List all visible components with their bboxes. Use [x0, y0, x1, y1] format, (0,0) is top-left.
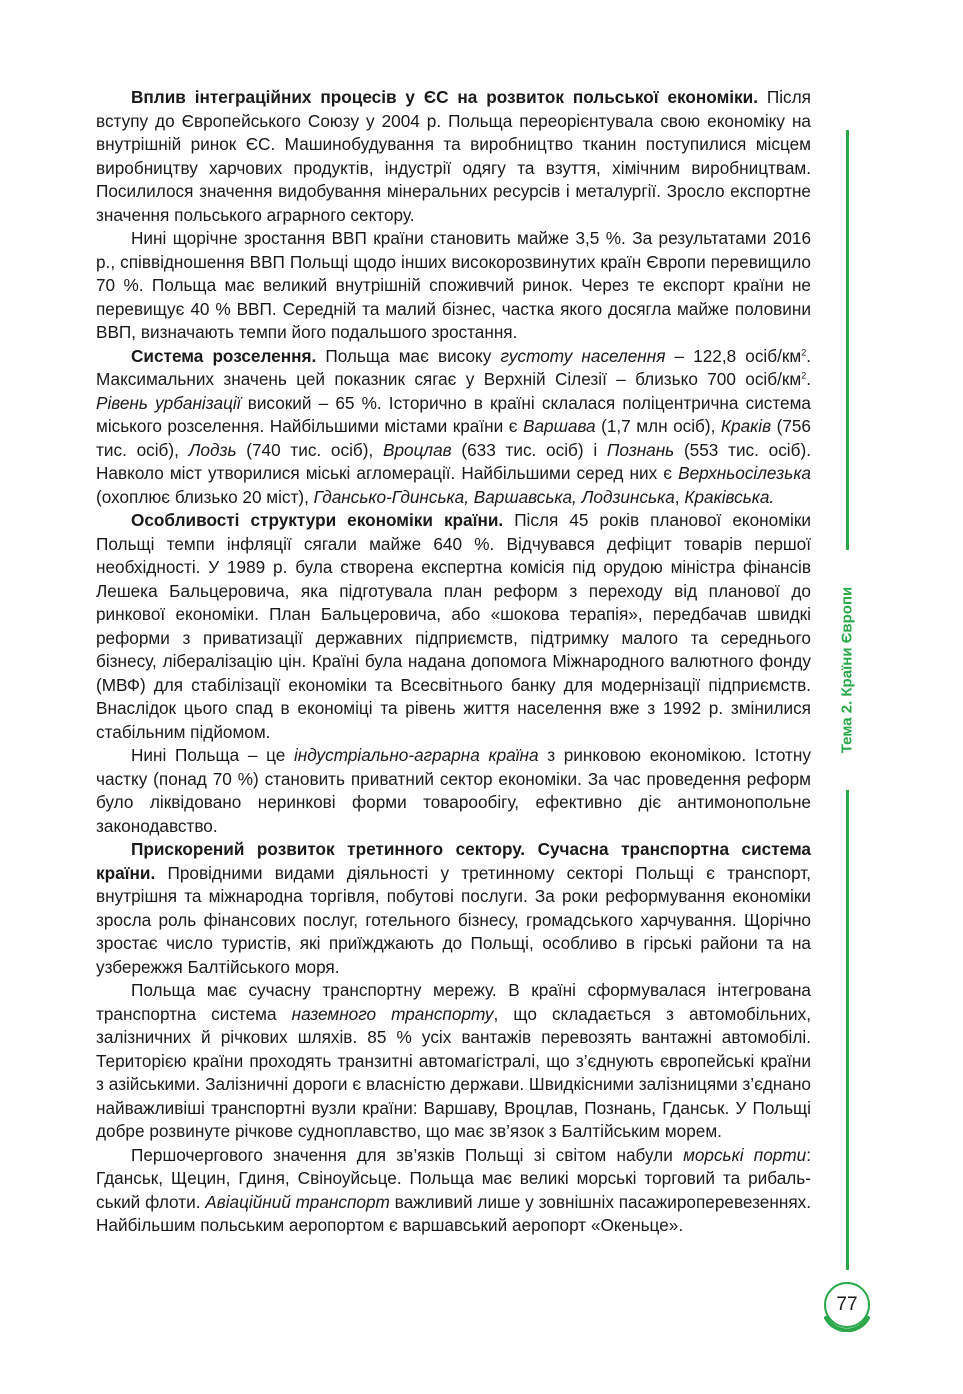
bold-heading: Система розселення. [131, 345, 317, 366]
text-run: , що складається з автомобільних, залізничних й річкових шляхів. 85 % усіх вантажів перевозять вантажні автомобілі. Територією країни проходять транзитні автомагістралі, що з’єднують європейські країни з азійськими. Залізничні дороги є власністю держави. Швидкісними залізницями з’єднано найважливіші транспортні вузли країни: Варшаву, Вроцлав, Познань, Гданськ. У Польщі добре розвинуте річкове судноплавство, що має зв’язок з Балтійським морем. [96, 1003, 812, 1141]
bold-heading: Особливості структури економіки країни. [131, 510, 504, 530]
paragraph [96, 345, 811, 510]
paragraph [96, 979, 811, 1144]
italic-term: Гданськo-Гдинська, Варшавська, Лодзинська [313, 486, 675, 507]
text-run: , [674, 486, 685, 507]
side-rule-bottom [846, 790, 849, 1270]
page-number: 77 [836, 1294, 858, 1315]
text-run: (756 тис. осіб), [96, 416, 811, 460]
italic-term: Варшава [523, 416, 596, 436]
italic-term: Краківська. [684, 486, 775, 507]
italic-term: морські порти [683, 1144, 807, 1165]
italic-term: Рівень урбанізації [96, 392, 241, 413]
text-run: Нині Польща – це [131, 745, 294, 765]
italic-term: індустріально-аграрна країна [293, 745, 539, 765]
bold-heading: Прискорений розвиток третинного сектору. Сучасна транспортна система країни. [96, 839, 811, 883]
text-run: – 122,8 осіб/км [665, 345, 802, 366]
text-run: (740 тис. осіб), [236, 439, 383, 460]
italic-term: Авіаційний транспорт [205, 1191, 390, 1212]
text-run: важливий лише у зовнішніх пасажироперевезеннях. Найбільшим польським аеропортом є варшавський аеропорт «Океньце». [96, 1191, 811, 1235]
italic-term: Познань [606, 439, 675, 460]
italic-term: Краків [720, 416, 772, 436]
text-run: (633 тис. осіб) і [451, 439, 607, 460]
paragraph [96, 227, 811, 345]
italic-term: Верхньосілезька [678, 463, 811, 483]
text-run: . [806, 369, 811, 389]
text-run: Після вступу до Європейського Союзу у 2004 р. Польща переорієнтувала свою економіку на внутрішній ринок ЄС. Машинобудування та виробництво тканин поступилися місцем виробництву харчових продуктів, індустрії одягу та взуття, хімічним виробництвам. Посилилося значення видобування мінеральних ресурсів і металургії. Зросло експортне значення польського аграрного сектору. [96, 87, 811, 225]
section-side-label: Тема 2. Країни Європи [838, 586, 856, 754]
text-run: (553 тис. осіб). Навколо міст утворилися міські агломерації. Найбільшими серед них є [96, 439, 811, 483]
bold-heading: Вплив інтеграційних процесів у ЄС на розвиток польської економіки. [131, 87, 758, 107]
italic-term: наземного транспорту [291, 1003, 494, 1024]
text-run: Після 45 років планової економіки Польщі темпи інфляції сягали майже 640 %. Відчувався дефіцит товарів першої необхідності. У 1989 р. була створена експертна комісія під орудою міністра фінансів Лешека Бальцеровича, яка підготувала план реформ з переходу від планової до ринкової економіки. План Бальцеровича, або «шокова терапія», передбачав швидкі реформи з приватизації державних підприємств, підтримку малого та середнього бізнесу, лібералізацію цін. Країні була надана допомога Міжнародного валютного фонду (МВФ) для стабілізації економіки та Всесвітнього банку для модернізації підприємств. Внаслідок цього спад в економіці та рівень життя населення вже з 1992 р. змінилися стабільним підйомом. [96, 510, 811, 742]
paragraph [96, 744, 811, 838]
superscript: 2 [801, 370, 807, 381]
superscript: 2 [801, 346, 807, 357]
italic-term: Вроцлав [382, 439, 452, 460]
text-run: Польща має сучасну транспортну мережу. В країні сформувалася інтегрована транспортна система [96, 980, 811, 1024]
paragraph [96, 1144, 811, 1238]
text-run: високий – 65 %. Історично в країні склалася поліцентрична система міського розселення. Найбільшими містами країни є [96, 392, 811, 436]
text-run: Першочергового значення для зв’язків Польщі зі світом набули [131, 1144, 684, 1165]
text-run: Нині щорічне зростання ВВП країни становить майже 3,5 %. За результатами 2016 р., співвідношення ВВП Польщі щодо інших високорозвинутих країн Європи перевищило 70 %. Польща має великий внутрішній споживчий ринок. Через те експорт країни не перевищує 40 % ВВП. Середній та малий бізнес, частка якого досягла майже половини ВВП, визначають темпи його подальшого зростання. [96, 228, 811, 342]
side-rule-top [846, 130, 849, 550]
italic-term: густоту населення [500, 345, 666, 366]
text-run: . Максимальних значень цей показник сягає у Верхній Сілезії – близько 700 осіб/км [96, 345, 811, 389]
text-run: з ринковою економікою. Істотну частку (понад 70 %) становить приватний сектор економіки. За час проведення реформ було ліквідовано неринкові форми товарообігу, ефективно діє антимонопольне законодавство. [96, 745, 811, 836]
text-run: : Гданськ, Щецин, Гдиня, Свіноуйсьце. Польща має великі морські торговий та рибальський флоти. [96, 1144, 811, 1212]
text-run: Польща має високу [316, 345, 501, 366]
paragraph [96, 838, 811, 979]
text-run: (охоплює близько 20 міст), [96, 486, 314, 507]
text-column [96, 86, 811, 1238]
text-run: Провідними видами діяльності у третинному секторі Польщі є транспорт, внутрішня та міжнародна торгівля, побутові послуги. За роки реформування економіки зросла роль фінансових послуг, готельного бізнесу, громадського харчування. Щорічно зростає число туристів, які приїжджають до Польщі, особливо в гірські райони та на узбережжя Балтійського моря. [96, 862, 811, 977]
italic-term: Лодзь [188, 439, 237, 460]
paragraph [96, 86, 811, 227]
paragraph [96, 509, 811, 744]
text-run: (1,7 млн осіб), [595, 416, 721, 436]
